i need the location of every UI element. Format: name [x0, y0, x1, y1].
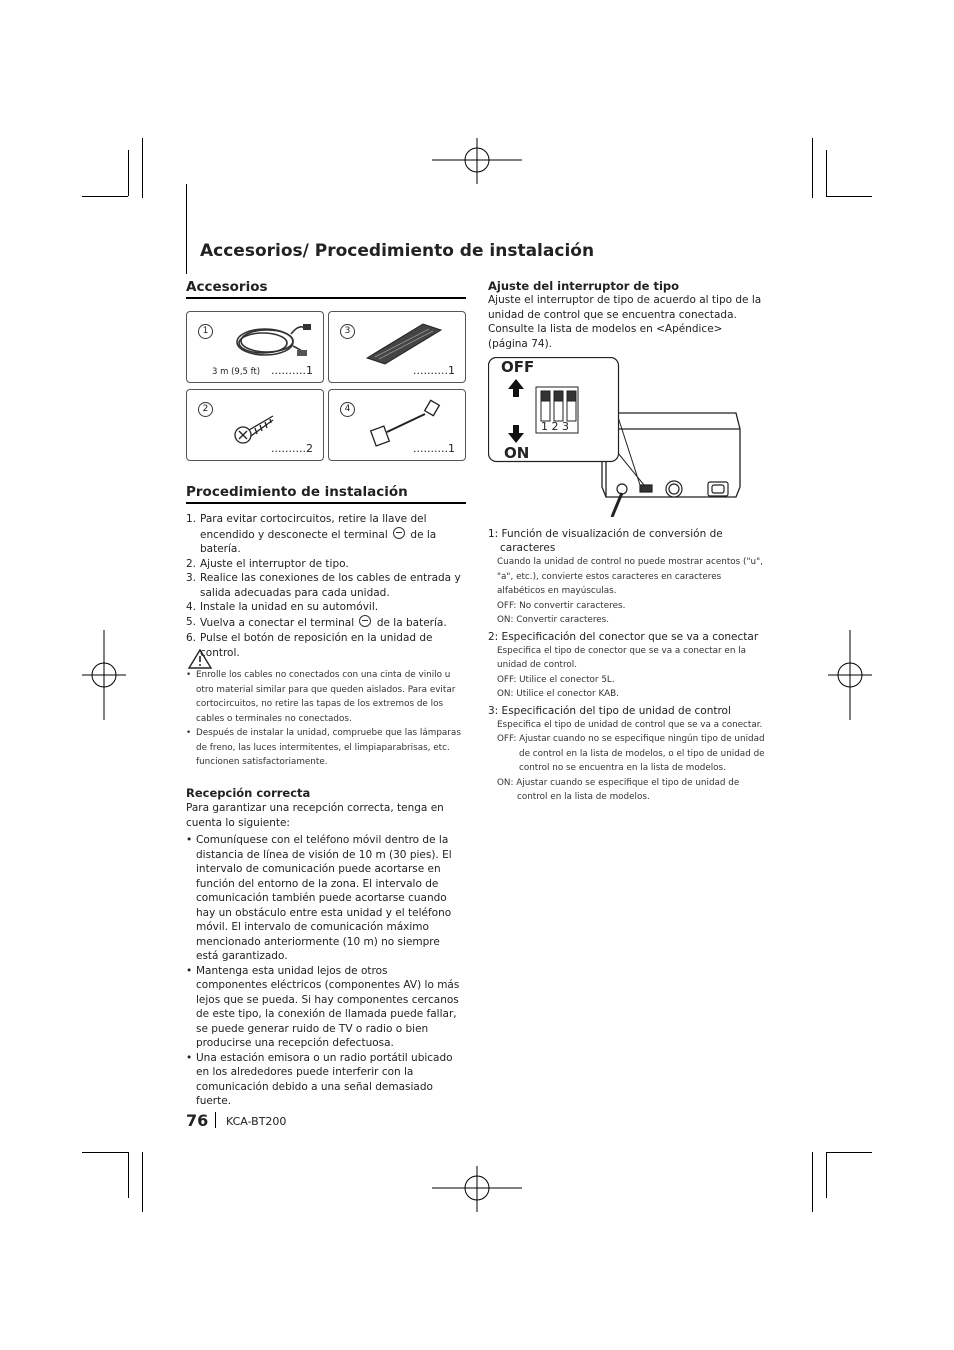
reception-heading: Recepción correcta — [186, 786, 311, 800]
cable-length-label: 3 m (9,5 ft) — [212, 367, 261, 377]
warning-item: • Enrolle los cables no conectados con una cinta de vinilo u otro material similar para que queden aislados. Para evitar cortocircuitos, no retire las tapas de los extremos de los cables o terminales no conectados. — [186, 668, 468, 726]
procedure-step: 1. Para evitar cortocircuitos, retire la llave del encendido y desconecte el terminal de la batería. — [186, 513, 437, 555]
function-3-heading: 3: Especificación del tipo de unidad de control — [488, 704, 731, 717]
accessory-item-3 — [328, 311, 466, 383]
accessory-number: 1 — [198, 324, 213, 339]
model-name: KCA-BT200 — [226, 1115, 287, 1128]
accessory-number: 4 — [340, 402, 355, 417]
page-number: 76 — [186, 1111, 209, 1130]
switch-numbers: 1 2 3 — [541, 420, 569, 433]
accessory-item-1 — [186, 311, 324, 383]
procedure-rule — [186, 502, 466, 504]
accessory-number: 3 — [340, 324, 355, 339]
control-unit-illustration — [488, 357, 770, 517]
procedure-steps — [186, 512, 468, 660]
switch-diagram — [488, 357, 770, 517]
on-label: ON — [504, 444, 530, 462]
reception-bullet: • Una estación emisora o un radio portátil ubicado en los alrededores puede interferir con la comunicación debido a una señal demasiado fuerte. — [186, 1051, 461, 1109]
warning-triangle-icon — [187, 648, 213, 670]
accessories-rule — [186, 297, 466, 299]
switch-heading: Ajuste del interruptor de tipo — [488, 279, 680, 293]
accessory-quantity: ..........1 — [271, 364, 313, 377]
accessory-item-2 — [186, 389, 324, 461]
procedure-step: 2. Ajuste el interruptor de tipo. — [186, 557, 349, 570]
reception-bullet: • Comuníquese con el teléfono móvil dentro de la distancia de línea de visión de 10 m (30 pies). El intervalo de comunicación puede acortarse en función del entorno de la zona. El intervalo de comunicación también puede acortarse cuando hay un obstáculo entre esta unidad y el teléfono móvil. El intervalo de comunicación máximo mencionado anteriormente (10 m) no siempre está garantizado. — [186, 833, 461, 964]
minus-terminal-icon — [393, 527, 405, 539]
function-2-body: Especifica el tipo de conector que se va a conectar en la unidad de control. OFF: Utilice el conector 5L. ON: Utilice el conector KAB. — [497, 645, 747, 699]
procedure-step: 3. Realice las conexiones de los cables de entrada y salida adecuadas para cada unidad. — [186, 572, 461, 599]
procedure-step: 6. Pulse el botón de reposición en la unidad de control. — [186, 632, 433, 659]
accessory-item-4 — [328, 389, 466, 461]
accessories-heading: Accesorios — [186, 279, 268, 295]
accessory-quantity: ..........1 — [413, 364, 455, 377]
footer-divider — [215, 1112, 216, 1128]
microphone-cable-icon — [217, 316, 317, 366]
screw-icon — [233, 410, 283, 446]
reception-bullet: • Mantenga esta unidad lejos de otros componentes eléctricos (componentes AV) lo más lejos que se pueda. Si hay componentes cercanos de este tipo, la conexión de llamada puede fallar, se puede generar ruido de TV o radio o bien producirse una recepción defectuosa. — [186, 964, 461, 1051]
adhesive-tape-icon — [363, 320, 447, 366]
accessory-quantity: ..........1 — [413, 442, 455, 455]
accessory-quantity: ..........2 — [271, 442, 313, 455]
procedure-heading: Procedimiento de instalación — [186, 484, 408, 500]
minus-terminal-icon — [359, 615, 371, 627]
function-1-heading: 1: Función de visualización de conversión de caracteres — [488, 528, 723, 554]
reception-bullets — [186, 833, 461, 1109]
warnings-list — [186, 668, 468, 770]
switch-functions — [488, 527, 770, 805]
switch-intro: Ajuste el interruptor de tipo de acuerdo al tipo de la unidad de control que se encuentra conectada. Consulte la lista de modelos en <Apéndice> (página 74). — [488, 294, 762, 350]
function-3-body: Especifica el tipo de unidad de control que se va a conectar. OFF: Ajustar cuando no se especifique ningún tipo de unidad de control en la lista de modelos, o el tipo de unidad de control no se encuentra en la lista de modelos. ON: Ajustar cuando se especifique el tipo de unidad de control en la lista de modelos. — [497, 719, 765, 802]
page-title: Accesorios/ Procedimiento de instalación — [200, 241, 595, 261]
accessory-number: 2 — [198, 402, 213, 417]
procedure-step: 4. Instale la unidad en su automóvil. — [186, 601, 379, 613]
reception-intro: Para garantizar una recepción correcta, tenga en cuenta lo siguiente: — [186, 802, 444, 829]
off-label: OFF — [501, 358, 535, 376]
procedure-step: 5. Vuelva a conectar el terminal de la batería. — [186, 615, 447, 629]
warning-item: • Después de instalar la unidad, compruebe que las lámparas de freno, las luces intermitentes, el limpiaparabrisas, etc. funcionen satisfactoriamente. — [186, 726, 468, 770]
function-2-heading: 2: Especificación del conector que se va a conectar — [488, 630, 759, 643]
function-1-body: Cuando la unidad de control no puede mostrar acentos ("u", "a", etc.), convierte estos caracteres en caracteres alfabéticos en mayúsculas. OFF: No convertir caracteres. ON: Convertir caracteres. — [497, 557, 763, 625]
